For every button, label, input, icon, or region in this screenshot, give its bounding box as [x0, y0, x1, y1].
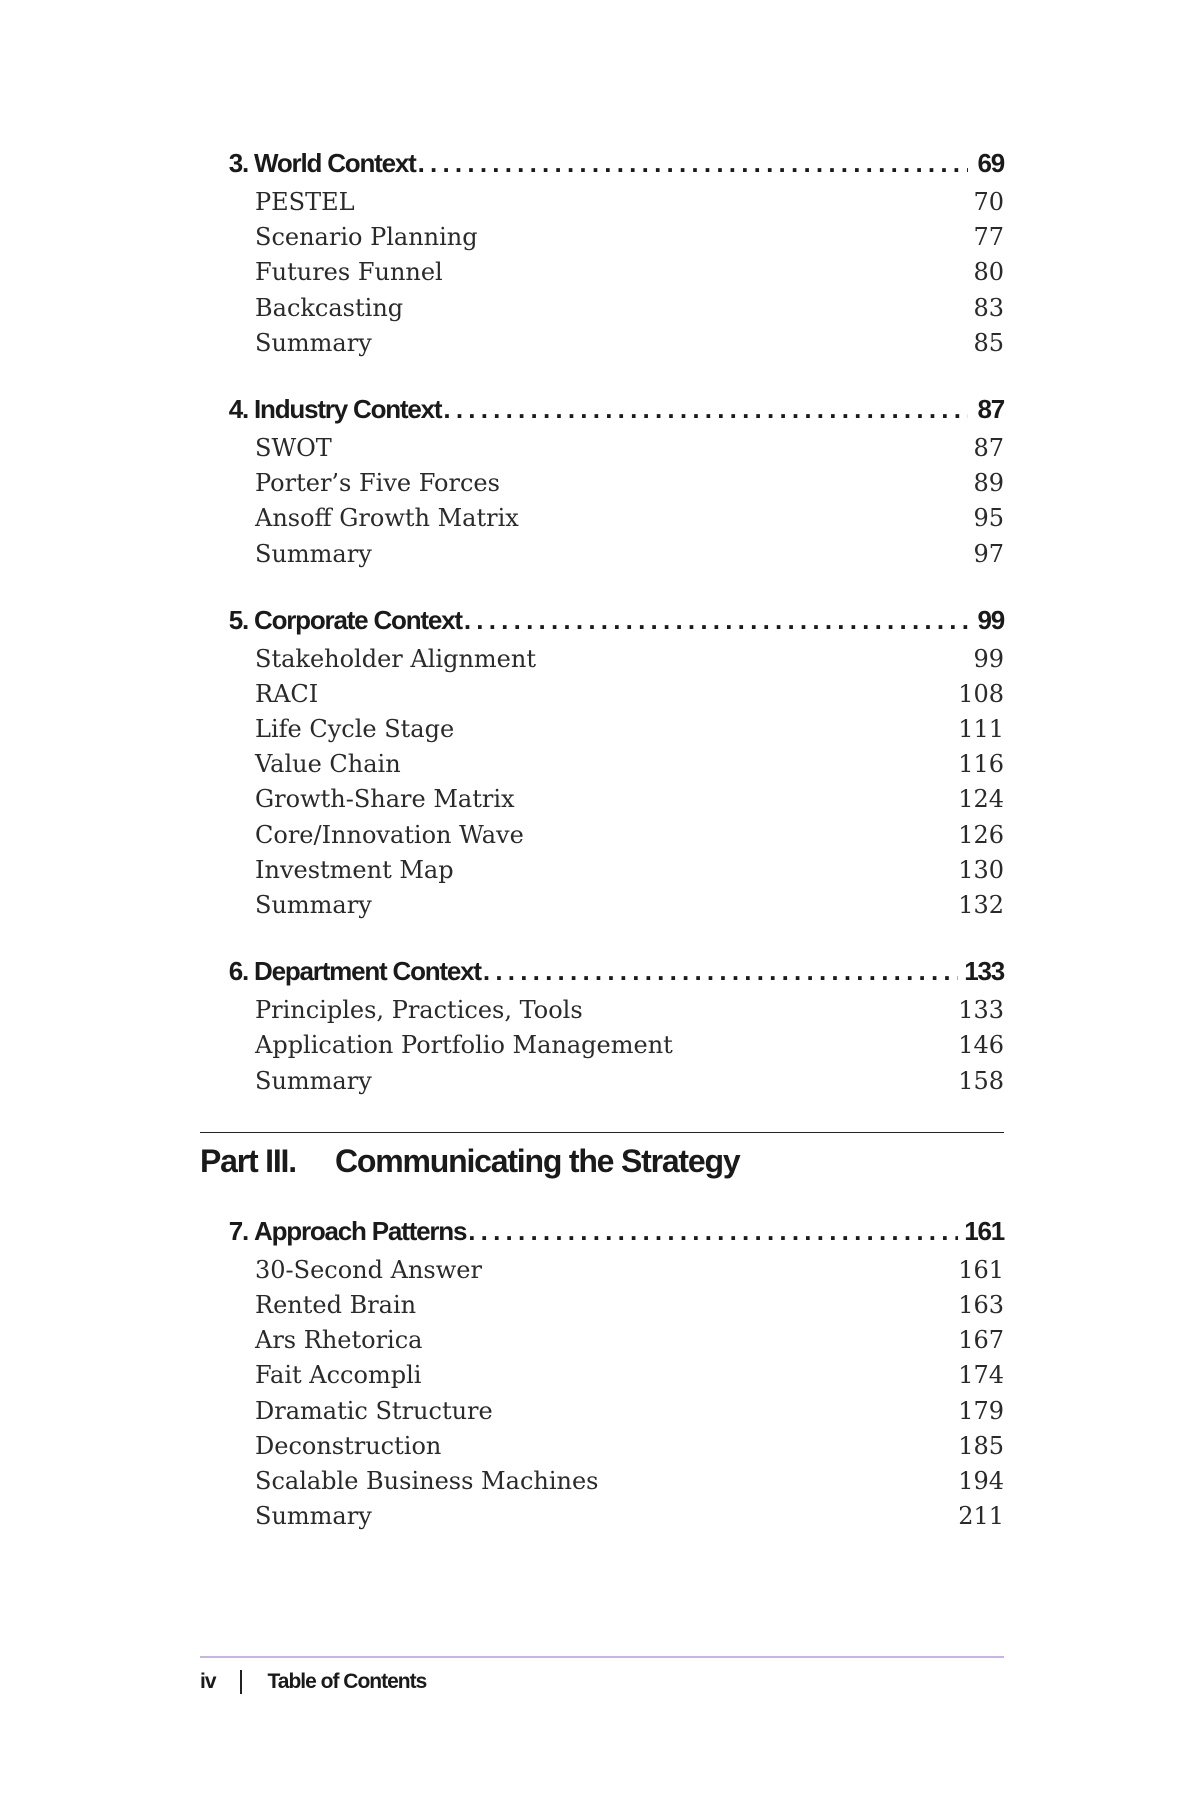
entry-title: Summary: [255, 1066, 372, 1095]
toc-entry[interactable]: [200, 504, 1004, 539]
chapter-section: [200, 394, 1004, 575]
chapter-list: [200, 1216, 1004, 1538]
footer-page-number: iv: [200, 1670, 216, 1693]
entry-page-number: 174: [958, 1361, 1004, 1390]
part-title: Communicating the Strategy: [335, 1142, 740, 1179]
entry-page-number: 211: [958, 1502, 1004, 1531]
chapter-section: [200, 1216, 1004, 1538]
entry-title: Core/Innovation Wave: [255, 820, 524, 849]
entry-page-number: 95: [973, 504, 1004, 533]
entry-page-number: 116: [958, 750, 1004, 779]
toc-entry[interactable]: [200, 469, 1004, 504]
toc-entry[interactable]: [200, 821, 1004, 856]
chapter-heading[interactable]: [200, 956, 1004, 996]
toc-entry[interactable]: [200, 1361, 1004, 1396]
entry-title: Value Chain: [255, 750, 401, 779]
chapter-title[interactable]: World Context: [254, 148, 416, 178]
footer-separator: [240, 1670, 242, 1694]
toc-entry[interactable]: [200, 223, 1004, 258]
entry-page-number: 87: [973, 433, 1004, 462]
toc-entry[interactable]: [200, 540, 1004, 575]
toc-entry[interactable]: [200, 1256, 1004, 1291]
entry-list: [200, 188, 1004, 364]
chapter-number: 7.: [228, 1215, 248, 1246]
entry-page-number: 158: [958, 1066, 1004, 1095]
toc-entry[interactable]: [200, 188, 1004, 223]
toc-entry[interactable]: [200, 1031, 1004, 1066]
toc-entry[interactable]: [200, 294, 1004, 329]
entry-page-number: 111: [958, 715, 1004, 744]
entry-page-number: 99: [973, 644, 1004, 673]
entry-page-number: 179: [958, 1396, 1004, 1425]
toc-entry[interactable]: [200, 785, 1004, 820]
chapter-heading[interactable]: [200, 394, 1004, 434]
entry-page-number: 97: [973, 539, 1004, 568]
entry-page-number: 83: [973, 293, 1004, 322]
entry-list: [200, 996, 1004, 1102]
toc-entry[interactable]: [200, 329, 1004, 364]
toc-entry[interactable]: [200, 1291, 1004, 1326]
entry-title: Scenario Planning: [255, 223, 478, 252]
entry-title: Principles, Practices, Tools: [255, 996, 583, 1025]
entry-title: Fait Accompli: [255, 1361, 422, 1390]
toc-entry[interactable]: [200, 1067, 1004, 1102]
part-heading: [200, 1143, 1004, 1180]
dot-leader: [418, 148, 968, 179]
dot-leader: [468, 1216, 958, 1247]
toc-entry[interactable]: [200, 1326, 1004, 1361]
chapter-heading[interactable]: [200, 148, 1004, 188]
entry-page-number: 132: [958, 891, 1004, 919]
entry-title: Summary: [255, 1502, 372, 1531]
footer-section-title: Table of Contents: [267, 1670, 427, 1693]
chapter-number: 5.: [228, 604, 248, 635]
entry-list: [200, 1256, 1004, 1538]
entry-title: Summary: [255, 328, 372, 357]
chapter-page-number: 133: [964, 956, 1004, 987]
chapter-heading[interactable]: [200, 1216, 1004, 1256]
chapter-list: [200, 148, 1004, 1102]
entry-list: [200, 434, 1004, 575]
entry-page-number: 126: [958, 820, 1004, 849]
entry-page-number: 146: [958, 1031, 1004, 1060]
chapter-title[interactable]: Approach Patterns: [254, 1215, 467, 1246]
entry-title: Scalable Business Machines: [255, 1466, 599, 1495]
entry-title: Ars Rhetorica: [255, 1326, 423, 1355]
toc-entry[interactable]: [200, 715, 1004, 750]
entry-title: Porter’s Five Forces: [255, 469, 500, 498]
chapter-number: 6.: [228, 956, 248, 987]
entry-page-number: 89: [973, 469, 1004, 498]
entry-page-number: 77: [973, 223, 1004, 252]
toc-entry[interactable]: [200, 1397, 1004, 1432]
entry-page-number: 80: [973, 258, 1004, 287]
entry-title: Backcasting: [255, 293, 404, 322]
entry-title: Summary: [255, 539, 372, 568]
entry-title: 30-Second Answer: [255, 1255, 482, 1284]
chapter-section: [200, 148, 1004, 364]
entry-title: Rented Brain: [255, 1290, 417, 1319]
entry-page-number: 163: [958, 1290, 1004, 1319]
entry-title: Life Cycle Stage: [255, 715, 455, 744]
footer-rule: [200, 1656, 1004, 1658]
part-label: Part III.: [200, 1142, 296, 1179]
entry-title: Application Portfolio Management: [255, 1031, 673, 1060]
entry-page-number: 70: [973, 188, 1004, 216]
chapter-section: [200, 605, 1004, 927]
entry-page-number: 124: [958, 785, 1004, 814]
entry-title: Investment Map: [255, 855, 454, 884]
chapter-title[interactable]: Corporate Context: [254, 604, 462, 635]
toc-entry[interactable]: [200, 645, 1004, 680]
chapter-number: 4.: [228, 393, 248, 424]
toc-entry[interactable]: [200, 996, 1004, 1031]
entry-page-number: 85: [973, 328, 1004, 357]
chapter-heading[interactable]: [200, 605, 1004, 645]
entry-page-number: 167: [958, 1326, 1004, 1355]
chapter-number: 3.: [228, 148, 248, 178]
toc-entry[interactable]: [200, 680, 1004, 715]
chapter-section: [200, 956, 1004, 1102]
entry-title: Dramatic Structure: [255, 1396, 493, 1425]
entry-list: [200, 645, 1004, 927]
dot-leader: [443, 394, 968, 425]
toc-entry[interactable]: [200, 1432, 1004, 1467]
chapter-page-number: 69: [977, 148, 1004, 178]
entry-title: PESTEL: [255, 188, 355, 216]
page-footer: [200, 1656, 1004, 1694]
toc-entry[interactable]: [200, 258, 1004, 293]
dot-leader: [483, 956, 958, 987]
chapter-title[interactable]: Department Context: [254, 956, 481, 987]
entry-page-number: 108: [958, 679, 1004, 708]
entry-title: Futures Funnel: [255, 258, 443, 287]
chapter-title[interactable]: Industry Context: [254, 393, 442, 424]
entry-title: Ansoff Growth Matrix: [255, 504, 519, 533]
entry-title: RACI: [255, 679, 319, 708]
table-of-contents: [200, 148, 1004, 1567]
entry-page-number: 185: [958, 1431, 1004, 1460]
dot-leader: [464, 605, 968, 636]
chapter-page-number: 99: [977, 604, 1004, 635]
chapter-page-number: 161: [964, 1215, 1004, 1246]
toc-entry[interactable]: [200, 856, 1004, 891]
toc-entry[interactable]: [200, 434, 1004, 469]
entry-page-number: 133: [958, 996, 1004, 1025]
entry-page-number: 130: [958, 855, 1004, 884]
entry-page-number: 194: [958, 1466, 1004, 1495]
entry-title: Growth-Share Matrix: [255, 785, 515, 814]
toc-entry[interactable]: [200, 1467, 1004, 1502]
toc-entry[interactable]: [200, 891, 1004, 926]
toc-entry[interactable]: [200, 750, 1004, 785]
entry-title: SWOT: [255, 433, 332, 462]
footer-line: [200, 1670, 1004, 1694]
entry-title: Summary: [255, 891, 372, 919]
part-divider: [200, 1132, 1004, 1133]
entry-title: Deconstruction: [255, 1431, 442, 1460]
toc-entry[interactable]: [200, 1502, 1004, 1537]
entry-title: Stakeholder Alignment: [255, 644, 536, 673]
chapter-page-number: 87: [977, 393, 1004, 424]
entry-page-number: 161: [958, 1255, 1004, 1284]
